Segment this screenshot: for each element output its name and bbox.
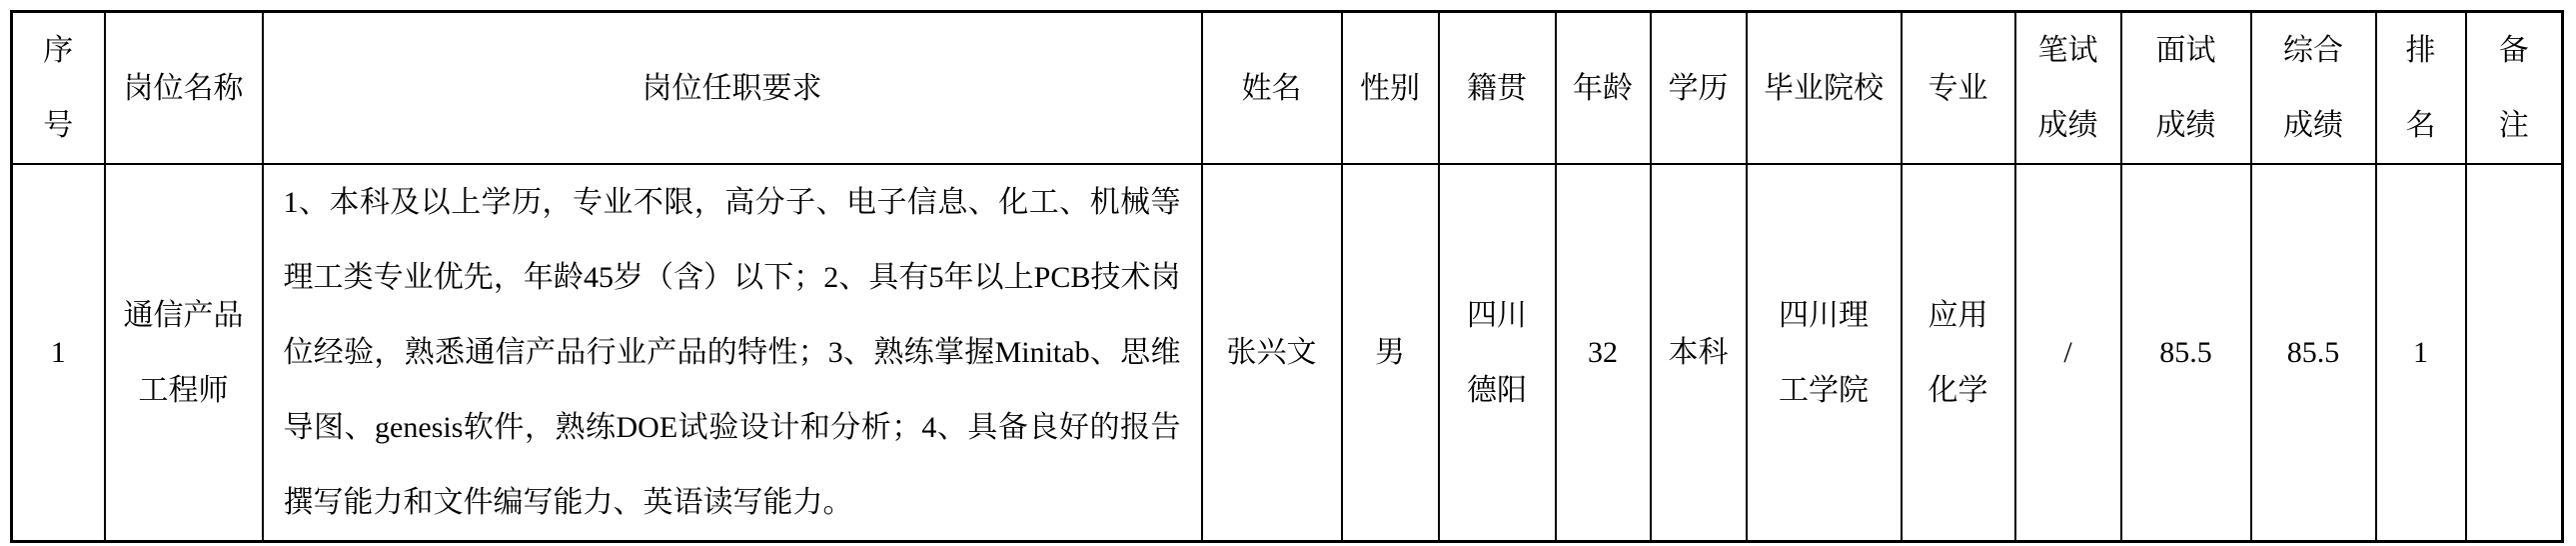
col-header-remarks xyxy=(2466,12,2563,165)
cell-position-line1: 通信产品 xyxy=(123,298,244,332)
col-header-gender: 性别 xyxy=(1342,12,1439,165)
col-header-age: 年龄 xyxy=(1556,12,1651,165)
col-header-education: 学历 xyxy=(1651,12,1747,165)
candidate-row xyxy=(12,164,2563,542)
cell-major-line2: 化学 xyxy=(1928,373,1988,407)
header-interview-line2: 成绩 xyxy=(2155,109,2216,142)
col-header-overall-score xyxy=(2251,12,2376,165)
header-interview-line1: 面试 xyxy=(2155,34,2216,67)
header-remarks-line2: 注 xyxy=(2498,109,2529,142)
cell-position-line2: 工程师 xyxy=(138,373,229,407)
col-header-university: 毕业院校 xyxy=(1747,12,1902,165)
cell-major-line1: 应用 xyxy=(1928,298,1988,332)
header-overall-line1: 综合 xyxy=(2283,34,2343,67)
cell-index: 1 xyxy=(12,164,105,542)
header-remarks-line1: 备 xyxy=(2498,34,2529,67)
cell-position xyxy=(105,164,263,542)
header-row xyxy=(12,12,2563,165)
col-header-interview-score xyxy=(2121,12,2251,165)
col-header-position: 岗位名称 xyxy=(105,12,263,165)
header-index-line1: 序 xyxy=(43,34,74,67)
header-rank-line1: 排 xyxy=(2405,34,2436,67)
cell-written-score: / xyxy=(2015,164,2121,542)
header-overall-line2: 成绩 xyxy=(2283,109,2343,142)
col-header-birthplace: 籍贯 xyxy=(1439,12,1556,165)
cell-education: 本科 xyxy=(1651,164,1747,542)
cell-university xyxy=(1747,164,1902,542)
col-header-major: 专业 xyxy=(1902,12,2015,165)
cell-name: 张兴文 xyxy=(1202,164,1342,542)
cell-birthplace-line2: 德阳 xyxy=(1467,373,1527,407)
cell-requirements: 1、本科及以上学历，专业不限，高分子、电子信息、化工、机械等理工类专业优先，年龄45岁（含）以下；2、具有5年以上PCB技术岗位经验，熟悉通信产品行业产品的特性；3、熟练掌握Minitab、思维导图、genesis软件，熟练DOE试验设计和分析；4、具备良好的报告撰写能力和文件编写能力、英语读写能力。 xyxy=(263,164,1202,542)
cell-birthplace xyxy=(1439,164,1556,542)
cell-university-line2: 工学院 xyxy=(1779,373,1869,407)
header-index-line2: 号 xyxy=(43,109,74,142)
cell-interview-score: 85.5 xyxy=(2121,164,2251,542)
cell-overall-score: 85.5 xyxy=(2251,164,2376,542)
header-written-line1: 笔试 xyxy=(2037,34,2098,67)
header-rank-line2: 名 xyxy=(2405,109,2436,142)
header-written-line2: 成绩 xyxy=(2037,109,2098,142)
cell-birthplace-line1: 四川 xyxy=(1467,298,1527,332)
col-header-rank xyxy=(2376,12,2466,165)
cell-rank: 1 xyxy=(2376,164,2466,542)
col-header-index xyxy=(12,12,105,165)
cell-age: 32 xyxy=(1556,164,1651,542)
cell-remarks xyxy=(2466,164,2563,542)
col-header-requirements: 岗位任职要求 xyxy=(263,12,1202,165)
col-header-written-score xyxy=(2015,12,2121,165)
cell-gender: 男 xyxy=(1342,164,1439,542)
cell-major xyxy=(1902,164,2015,542)
col-header-name: 姓名 xyxy=(1202,12,1342,165)
recruitment-table xyxy=(10,10,2564,543)
cell-university-line1: 四川理 xyxy=(1779,298,1869,332)
